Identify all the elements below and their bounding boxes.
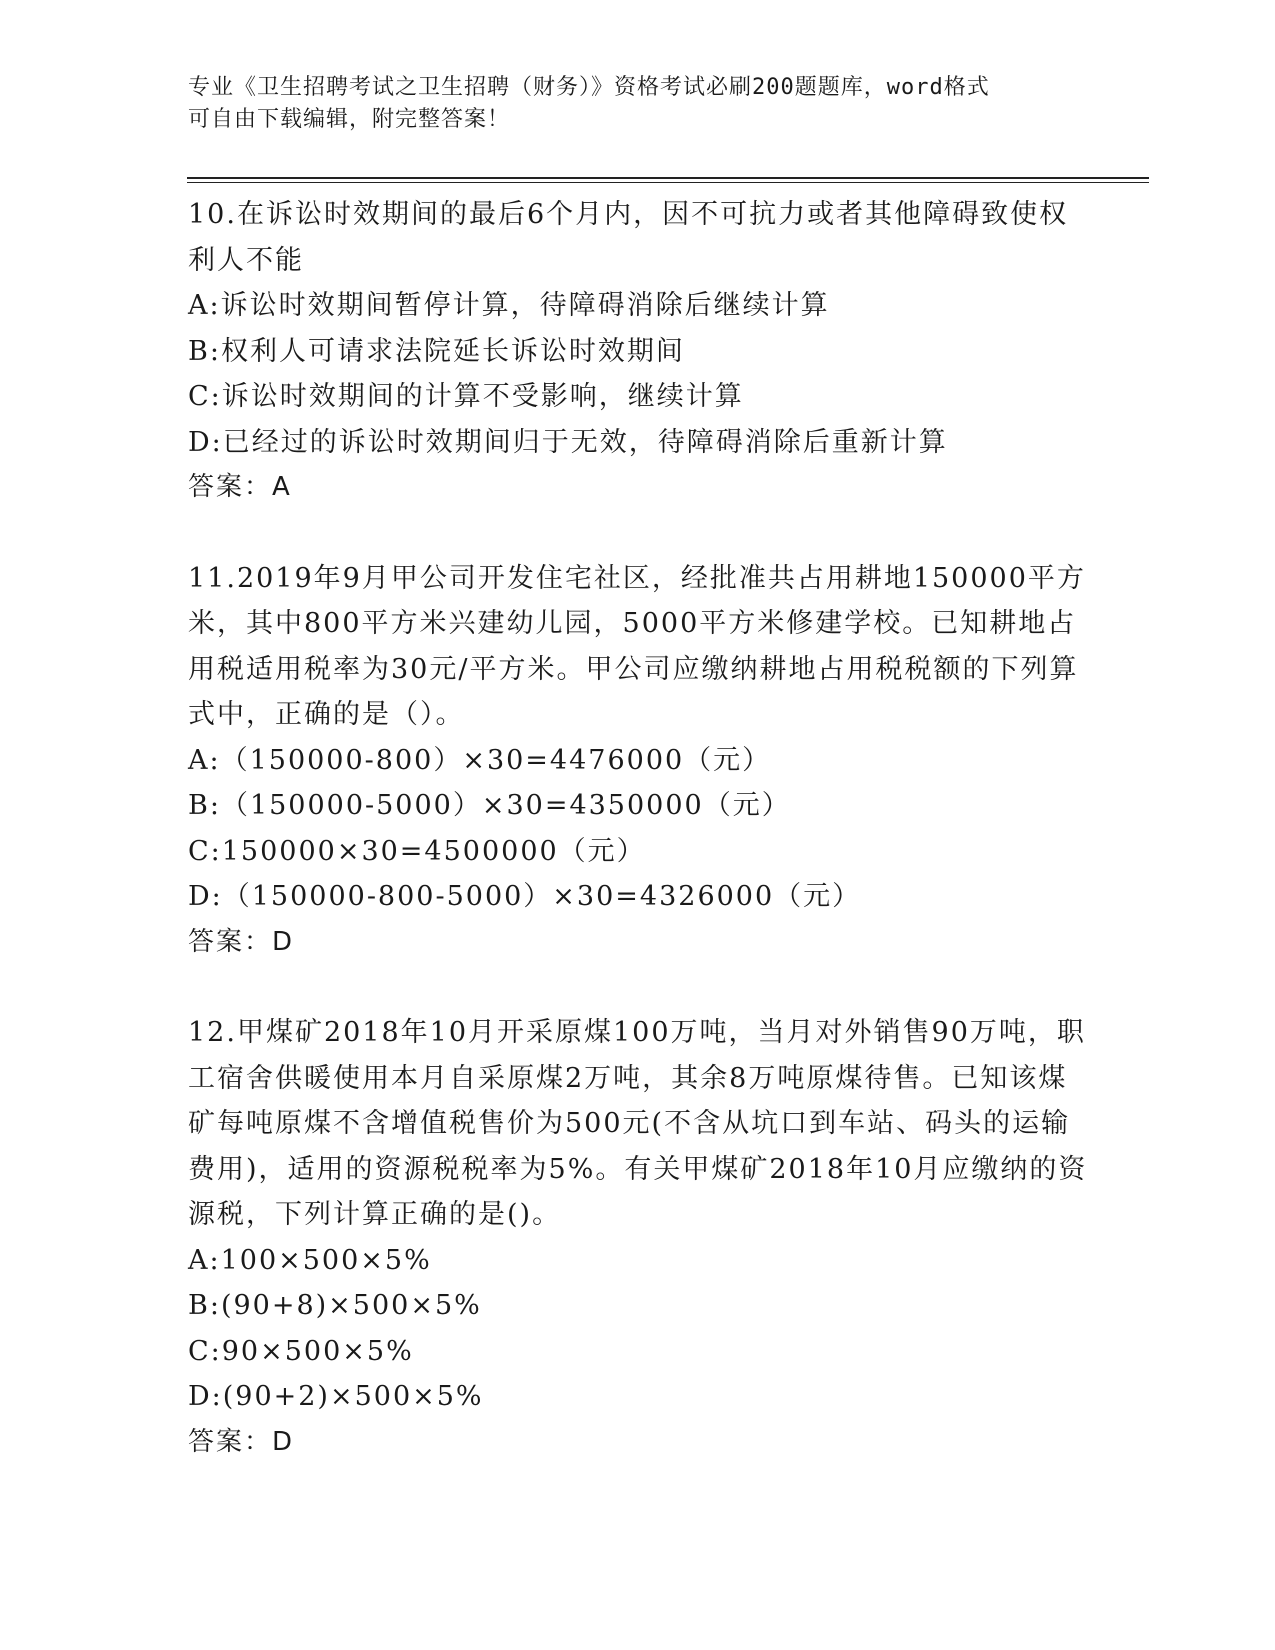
answer-label: 答案：A — [188, 472, 292, 502]
answer-label: 答案：D — [188, 926, 295, 957]
option-a: A:（150000-800）×30=4476000（元） — [188, 744, 772, 776]
option-c: C:诉讼时效期间的计算不受影响，继续计算 — [188, 381, 744, 412]
header-divider-bottom — [187, 182, 1149, 183]
option-c: C:90×500×5% — [188, 1335, 414, 1367]
option-b: B:(90+8)×500×5% — [188, 1290, 482, 1321]
header-divider-top — [187, 177, 1149, 179]
option-b: B:（150000-5000）×30=4350000（元） — [188, 790, 791, 821]
option-d: D:（150000-800-5000）×30=4326000（元） — [188, 881, 862, 912]
question-text: 10.在诉讼时效期间的最后6个月内，因不可抗力或者其他障碍致使权利人不能 — [188, 199, 1069, 276]
option-c: C:150000×30=4500000（元） — [188, 835, 646, 867]
option-d: D:已经过的诉讼时效期间归于无效，待障碍消除后重新计算 — [188, 426, 948, 458]
document-header — [188, 72, 1088, 136]
header-line-1: 专业《卫生招聘考试之卫生招聘（财务）》资格考试必刷200题题库，word格式 — [188, 75, 990, 100]
question-list — [188, 192, 1088, 1465]
question-10 — [188, 192, 1088, 511]
option-a: A:100×500×5% — [188, 1244, 432, 1276]
question-text: 12.甲煤矿2018年10月开采原煤100万吨，当月对外销售90万吨，职工宿舍供暖使用本月自采原煤2万吨，其余8万吨原煤待售。已知该煤矿每吨原煤不含增值税售价为500元(不含从坑口到车站、码头的运输费用)，适用的资源税税率为5%。有关甲煤矿2018年10月应缴纳的资源税，下列计算正确的是()。 — [188, 1017, 1088, 1230]
header-line-2: 可自由下载编辑，附完整答案！ — [188, 107, 511, 132]
answer-label: 答案：D — [188, 1426, 295, 1457]
option-d: D:(90+2)×500×5% — [188, 1381, 484, 1412]
option-b: B:权利人可请求法院延长诉讼时效期间 — [188, 335, 685, 367]
question-text: 11.2019年9月甲公司开发住宅社区，经批准共占用耕地150000平方米，其中800平方米兴建幼儿园，5000平方米修建学校。已知耕地占用税适用税率为30元/平方米。甲公司应缴纳耕地占用税税额的下列算式中，正确的是（）。 — [188, 562, 1086, 730]
question-11 — [188, 556, 1088, 966]
question-12 — [188, 1010, 1088, 1465]
option-a: A:诉讼时效期间暂停计算，待障碍消除后继续计算 — [188, 290, 830, 321]
